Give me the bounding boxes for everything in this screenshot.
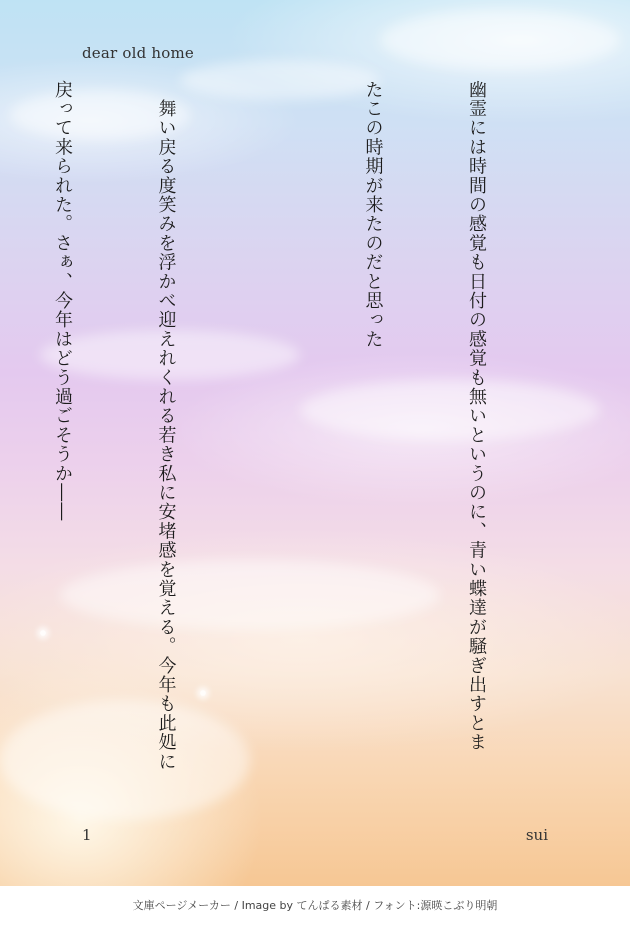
vertical-body-text bbox=[0, 80, 562, 780]
text-column: たこの時期が来たのだと思った bbox=[362, 80, 384, 349]
text-column: 幽霊には時間の感覚も日付の感覚も無いというのに、青い蝶達が騒ぎ出すとま bbox=[466, 80, 487, 752]
credit-footer: 文庫ページメーカー / Image by てんぱる素材 / フォント:源暎こぶり明朝 bbox=[132, 899, 498, 912]
page-number: 1 bbox=[82, 826, 92, 844]
author-name: sui bbox=[525, 826, 548, 844]
cloud-decoration bbox=[380, 10, 620, 70]
book-title: dear old home bbox=[82, 44, 194, 62]
text-column: 戻って来られた。さぁ、今年はどう過ごそうか―― bbox=[52, 80, 73, 522]
text-column: 舞い戻る度笑みを浮かべ迎えれくれる若き私に安堵感を覚える。今年も此処に bbox=[155, 80, 177, 772]
text-column bbox=[252, 80, 287, 780]
